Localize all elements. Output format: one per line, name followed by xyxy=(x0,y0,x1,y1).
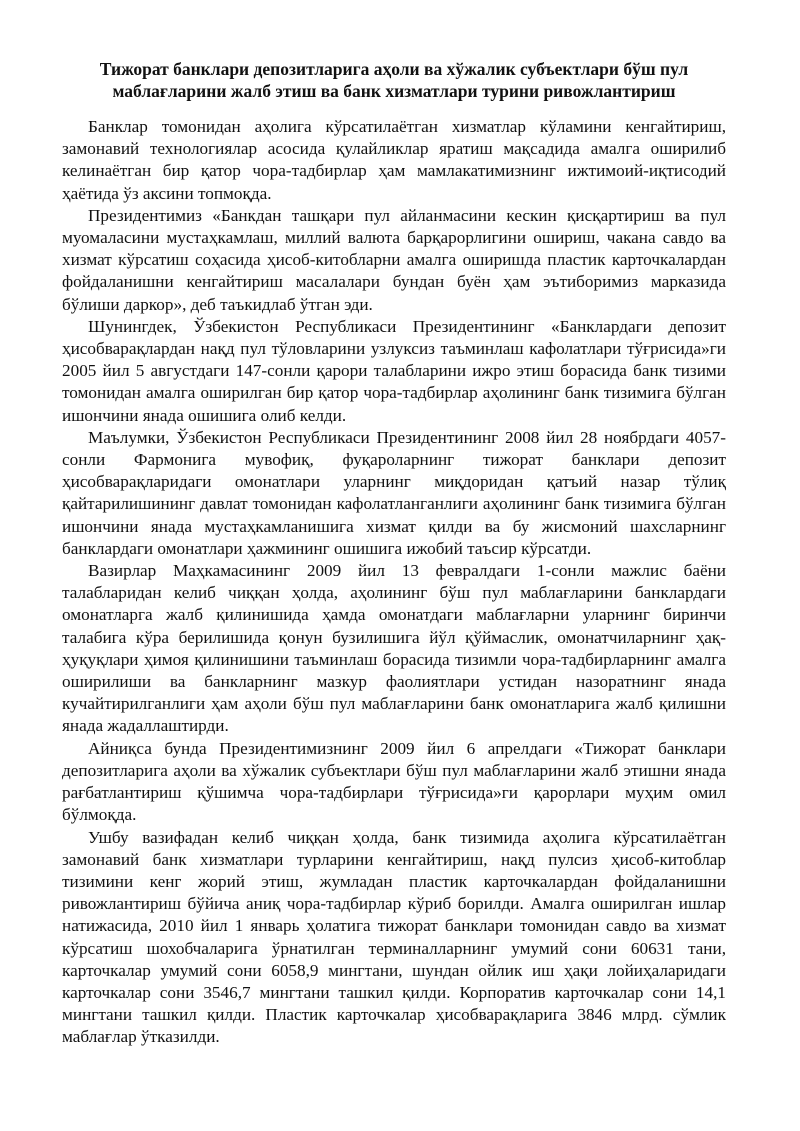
title-line-2: маблағларини жалб этиш ва банк хизматлари турини ривожлантириш xyxy=(112,81,676,101)
paragraph-3: Шунингдек, Ўзбекистон Республикаси Президентининг «Банклардаги депозит ҳисобварақлардан нақд пул тўловларини узлуксиз таъминлаш кафолатлари тўғрисида»ги 2005 йил 5 августдаги 147-сонли қарори талабларини ижро этиш борасида банк тизими томонидан амалга оширилган бир қатор чора-тадбирлар аҳолининг банк тизимига бўлган ишончини янада ошишига олиб келди. xyxy=(62,316,726,425)
document-title xyxy=(62,58,726,102)
paragraph-6: Айниқса бунда Президентимизнинг 2009 йил 6 апрелдаги «Тижорат банклари депозитларига аҳоли ва хўжалик субъектлари бўш пул маблағларини жалб этишни янада рағбатлантириш қўшимча чора-тадбирлари тўғрисида»ги қарорлари муҳим омил бўлмоқда. xyxy=(62,738,726,825)
paragraph-7: Ушбу вазифадан келиб чиққан ҳолда, банк тизимида аҳолига кўрсатилаётган замонавий банк хизматлари турларини кенгайтириш, нақд пулсиз ҳисоб-китоблар тизимини кенг жорий этиш, жумладан пластик карточкалардан фойдаланишни ривожлантириш бўйича аниқ чора-тадбирлар кўриб борилди. Амалга оширилган ишлар натижасида, 2010 йил 1 январь ҳолатига тижорат банклари томонидан савдо ва хизмат кўрсатиш шохобчаларига ўрнатилган терминалларнинг умумий сони 60631 тани, карточкалар умумий сони 6058,9 мингтани, шундан ойлик иш ҳақи лойиҳаларидаги карточкалар сони 3546,7 мингтани ташкил қилди. Корпоратив карточкалар сони 14,1 мингтани ташкил қилди. Пластик карточкалар ҳисобварақларига 3846 млрд. сўмлик маблағлар ўтказилди. xyxy=(62,827,726,1047)
title-line-1: Тижорат банклари депозитларига аҳоли ва хўжалик субъектлари бўш пул xyxy=(99,59,689,79)
paragraph-1: Банклар томонидан аҳолига кўрсатилаётган хизматлар кўламини кенгайтириш, замонавий технологиялар асосида қулайликлар яратиш мақсадида амалга оширилиб келинаётган бир қатор чора-тадбирлар ҳам мамлакатимизнинг ижтимоий-иқтисодий ҳаётида ўз аксини топмоқда. xyxy=(62,117,726,203)
paragraph-2: Президентимиз «Банкдан ташқари пул айланмасини кескин қисқартириш ва пул муомаласини мустаҳкамлаш, миллий валюта барқарорлигини ошириш, чакана савдо ва хизмат кўрсатиш соҳасида ҳисоб-китобларни амалга оширишда пластик карточкалардан фойдаланишни кенгайтириш масалалари бундан буён ҳам эътиборимиз марказида бўлиши даркор», деб таъкидлаб ўтган эди. xyxy=(62,205,726,314)
paragraph-4: Маълумки, Ўзбекистон Республикаси Президентининг 2008 йил 28 ноябрдаги 4057-сонли Фармонига мувофиқ, фуқароларнинг тижорат банклари депозит ҳисобварақларидаги омонатлари уларнинг миқдоридан қатъий назар тўлиқ қайтарилишининг давлат томонидан кафолатланганлиги аҳолининг банк тизимига бўлган ишончини янада мустаҳкамланишига хизмат қилди ва бу жисмоний шахсларнинг банклардаги омонатлари ҳажмининг ошишига ижобий таъсир кўрсатди. xyxy=(62,427,726,558)
document-page xyxy=(62,58,726,1049)
paragraph-5: Вазирлар Маҳкамасининг 2009 йил 13 февралдаги 1-сонли мажлис баёни талабларидан келиб чиққан ҳолда, аҳолининг бўш пул маблағларини банклардаги омонатларга жалб қилинишида ҳамда омонатдаги маблағларни уларнинг биринчи талабига кўра берилишида қонун бузилишига йўл қўймаслик, омонатчиларнинг ҳақ-ҳуқуқлари ҳимоя қилинишини таъминлаш борасида тизимли чора-тадбирларнинг амалга оширилиши ва банкларнинг мазкур фаолиятлари устидан назоратнинг янада кучайтирилганлиги ҳам аҳоли бўш пул маблағларини банк омонатларига жалб қилишни янада жадаллаштирди. xyxy=(62,561,726,736)
